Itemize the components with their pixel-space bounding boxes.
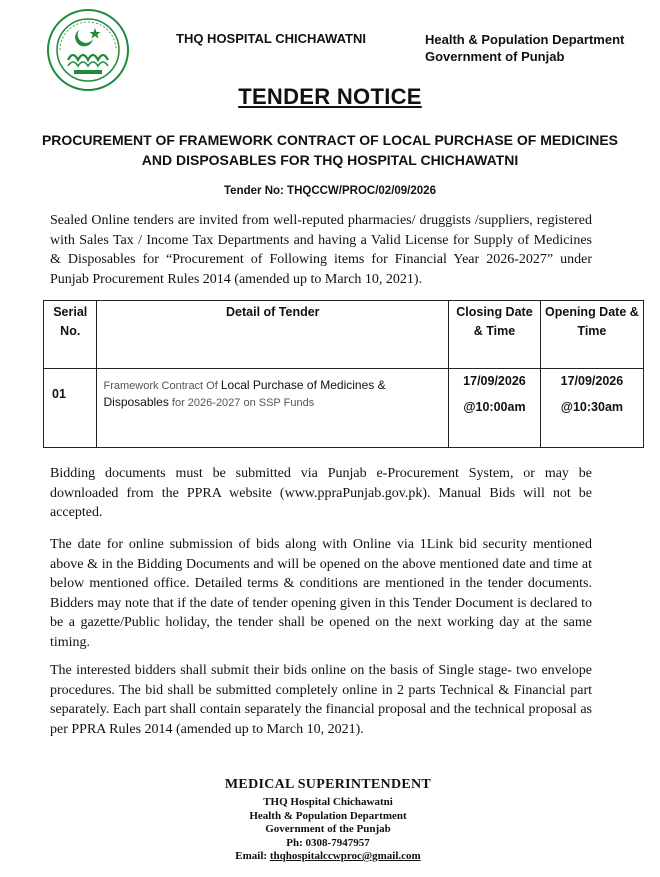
bidding-paragraph: Bidding documents must be submitted via Punjab e-Procurement System, or may be downloaded from the PPRA website (www.ppraPunjab.gov.pk). Manual Bids will not be accepted.	[50, 466, 592, 520]
opening-header: Opening Date & Time	[540, 301, 643, 369]
government-name: Government of Punjab	[425, 49, 565, 64]
signature-department: Health & Population Department	[249, 809, 407, 822]
email-link[interactable]: thqhospitalccwproc@gmail.com	[269, 850, 421, 862]
detail-prefix: Framework Contract Of	[103, 380, 221, 392]
tender-number: Tender No: THQCCW/PROC/02/09/2026	[224, 185, 436, 197]
opening-time: @10:30am	[560, 400, 624, 414]
closing-time: @10:00am	[463, 400, 526, 414]
department-header	[425, 31, 624, 65]
serial-header: Serial No.	[44, 301, 97, 369]
signature-government: Government of the Punjab	[265, 823, 391, 835]
intro-paragraph: Sealed Online tenders are invited from well-reputed pharmacies/ druggists /suppliers, registered with Sales Tax / Income Tax Departments and having a Valid License for Supply of Medicines & Disposables for “Procurement of Following items for Financial Year 2026-2027” under Punjab Procurement Rules 2014 (amended up to March 10, 2021).	[50, 213, 592, 287]
hospital-name: THQ HOSPITAL CHICHAWATNI	[176, 31, 366, 46]
detail-main: Local Purchase of Medicines & Disposables	[103, 378, 386, 409]
punjab-emblem-icon	[46, 8, 130, 92]
table-header-row	[44, 301, 644, 369]
email-label: Email:	[235, 850, 270, 862]
tender-table	[43, 300, 644, 448]
detail-cell	[97, 369, 449, 448]
closing-cell	[449, 369, 541, 448]
serial-cell: 01	[44, 369, 97, 448]
opening-cell	[540, 369, 643, 448]
table-row	[44, 369, 644, 448]
page-title: TENDER NOTICE	[238, 84, 422, 109]
notice-subtitle: PROCUREMENT OF FRAMEWORK CONTRACT OF LOCAL PURCHASE OF MEDICINES AND DISPOSABLES FOR THQ HOSPITAL CHICHAWATNI	[41, 132, 619, 168]
opening-date: 17/09/2026	[560, 374, 624, 388]
signatory-title: MEDICAL SUPERINTENDENT	[224, 777, 432, 792]
signature-block	[170, 796, 486, 864]
dates-paragraph: The date for online submission of bids along with Online via 1Link bid security mentioned above & in the Bidding Documents and will be opened on the above mentioned date and time at below mentioned office. Detailed terms & conditions are mentioned in the tender documents. Bidders may note that if the date of tender opening given in this Tender Document is declared to be a gazette/Public holiday, the tender shall be opened on the next working day at the same timing.	[50, 537, 592, 650]
closing-header: Closing Date & Time	[449, 301, 541, 369]
signature-phone: Ph: 0308-7947957	[286, 836, 370, 849]
signature-email-line	[170, 850, 486, 864]
department-name: Health & Population Department	[425, 32, 625, 47]
detail-header: Detail of Tender	[97, 301, 449, 369]
detail-suffix: for 2026-2027 on SSP Funds	[168, 397, 315, 409]
signature-hospital: THQ Hospital Chichawatni	[263, 796, 393, 808]
closing-date: 17/09/2026	[463, 374, 526, 388]
procedure-paragraph: The interested bidders shall submit their bids online on the basis of Single stage- two envelope procedures. The bid shall be submitted completely online in 2 parts Technical & Financial part separately. Each part shall contain separately the financial proposal and the technical proposal as per PPRA Rules 2014 (amended up to March 10, 2021).	[50, 663, 592, 737]
